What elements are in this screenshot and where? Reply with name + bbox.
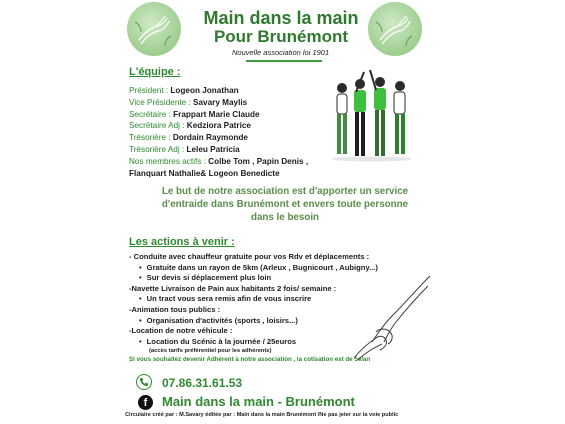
membership-note: Si vous souhaitez devenir Adhérent à notre association , la cotisation est de 5e/an	[129, 356, 371, 364]
facebook-icon: f	[138, 395, 153, 410]
title-line-2: Pour Brunémont	[213, 27, 349, 46]
team-members-continued: Flanquart Nathalie& Logeon Benedicte	[129, 168, 280, 178]
team-member: Trésorière Adj : Leleu Patricia	[129, 144, 240, 154]
phone-number: 07.86.31.61.53	[162, 376, 243, 390]
list-item: -Navette Livraison de Pain aux habitants 2 fois/ semaine :	[129, 283, 337, 293]
team-member: Secrétaire : Frappart Marie Claude	[129, 109, 260, 119]
mission-statement: Le but de notre association est d'apporter un service d'entraide dans Brunémont et envers toute personne dans le besoin	[161, 186, 409, 223]
divider	[246, 60, 322, 62]
holding-hands-illustration	[352, 272, 432, 362]
credits-footer: Circulaire créé par : M.Savary éditée par : Main dans la main Brunémont /Ne pas jeter sur la voie public	[125, 412, 399, 418]
list-item: -Location de notre véhicule :	[129, 326, 233, 336]
facebook-page-name: Main dans la main - Brunémont	[162, 394, 355, 409]
list-item: • Location du Scénic à la journée / 25euros	[129, 337, 449, 348]
subtitle: Nouvelle association loi 1901	[232, 48, 330, 57]
actions-heading: Les actions à venir :	[129, 236, 235, 248]
list-item: • Un tract vous sera remis afin de vous inscrire	[129, 294, 449, 305]
team-member: Vice Présidente : Savary Maylis	[129, 97, 248, 107]
team-heading: L'équipe :	[129, 66, 181, 78]
team-illustration	[328, 66, 428, 166]
team-member: Nos membres actifs : Colbe Tom , Papin Denis ,	[129, 156, 309, 166]
hands-logo-icon	[368, 2, 422, 56]
team-member: Trésorière : Dordain Raymonde	[129, 133, 248, 143]
phone-glyph-icon	[137, 375, 151, 389]
list-item: • Gratuite dans un rayon de 5km (Arleux , Bugnicourt , Aubigny...)	[129, 263, 449, 274]
list-item: • Sur devis si déplacement plus loin	[129, 273, 449, 284]
title-line-1: Main dans la main	[203, 8, 359, 28]
list-item: -Animation tous publics :	[129, 304, 221, 314]
hands-logo-right	[368, 2, 422, 56]
hands-logo-left	[127, 2, 181, 56]
list-item: (accès tarifs préférentiel pour les adhérents)	[149, 348, 272, 355]
list-item: - Conduite avec chauffeur gratuite pour vos Rdv et déplacements :	[129, 252, 370, 261]
team-member: Président : Logeon Jonathan	[129, 86, 239, 95]
team-list	[129, 85, 359, 179]
list-item: • Organisation d'activités (sports , loisirs...)	[129, 316, 449, 327]
phone-icon	[136, 374, 152, 390]
hands-logo-icon	[127, 2, 181, 56]
team-member: Secrétaire Adj : Kedziora Patrice	[129, 121, 251, 131]
